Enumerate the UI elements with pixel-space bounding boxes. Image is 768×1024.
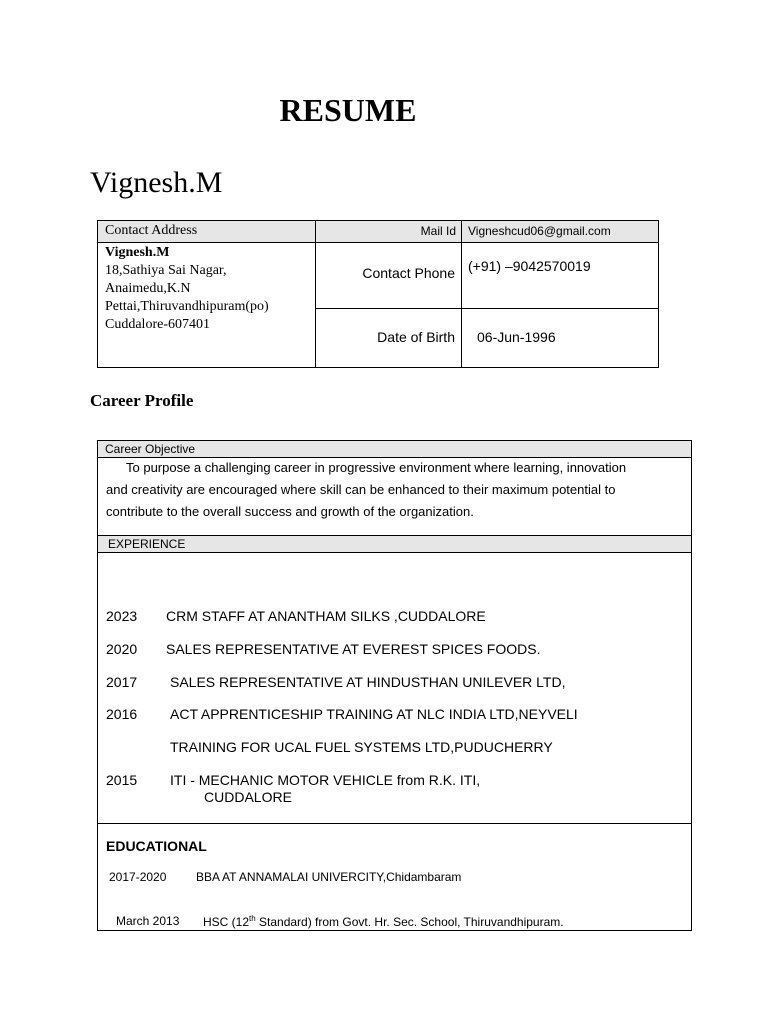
mail-id-value: Vigneshcud06@gmail.com: [468, 224, 611, 238]
candidate-name: Vignesh.M: [90, 166, 223, 199]
objective-line: To purpose a challenging career in progressive environment where learning, innovation: [126, 460, 627, 475]
dob-label: Date of Birth: [377, 329, 455, 345]
address-line: 18,Sathiya Sai Nagar,: [105, 263, 227, 278]
contact-phone-label: Contact Phone: [362, 265, 455, 281]
objective-line: contribute to the overall success and growth of the organization.: [106, 504, 474, 519]
experience-text: SALES REPRESENTATIVE AT EVEREST SPICES FOODS.: [166, 641, 541, 657]
education-year: March 2013: [116, 914, 180, 928]
experience-year: 2016: [106, 706, 138, 722]
experience-year: 2017: [106, 674, 138, 690]
address-line: Cuddalore-607401: [105, 317, 210, 332]
experience-bar: [98, 535, 691, 553]
education-item: [109, 870, 462, 884]
experience-year: 2015: [106, 772, 138, 788]
education-year: 2017-2020: [109, 870, 167, 884]
contact-address-label: Contact Address: [105, 223, 198, 238]
address-name: Vignesh.M: [105, 245, 170, 260]
objective-line: and creativity are encouraged where skill can be enhanced to their maximum potential to: [106, 482, 616, 497]
education-text: BBA AT ANNAMALAI UNIVERCITY,Chidambaram: [196, 870, 462, 884]
career-objective-label: Career Objective: [105, 442, 196, 456]
address-block: [105, 244, 269, 334]
experience-text: ACT APPRENTICESHIP TRAINING AT NLC INDIA LTD,NEYVELI: [170, 706, 578, 722]
career-profile-box: [97, 440, 692, 931]
experience-label: EXPERIENCE: [108, 537, 186, 551]
experience-text: ITI - MECHANIC MOTOR VEHICLE from R.K. ITI,: [170, 772, 481, 788]
experience-text: TRAINING FOR UCAL FUEL SYSTEMS LTD,PUDUCHERRY: [170, 739, 553, 755]
educational-heading: EDUCATIONAL: [106, 838, 207, 854]
education-item: [116, 914, 564, 929]
experience-text: CRM STAFF AT ANANTHAM SILKS ,CUDDALORE: [166, 608, 486, 624]
experience-year: 2023: [106, 608, 138, 624]
experience-text-cont: CUDDALORE: [204, 789, 292, 805]
resume-title: RESUME: [279, 92, 417, 128]
contact-phone-value: (+91) –9042570019: [468, 258, 591, 274]
address-line: Anaimedu,K.N: [105, 281, 191, 296]
career-objective-bar: [98, 441, 691, 458]
mail-id-label: Mail Id: [420, 224, 456, 238]
experience-text: SALES REPRESENTATIVE AT HINDUSTHAN UNILEVER LTD,: [170, 674, 566, 690]
experience-year: 2020: [106, 641, 138, 657]
career-profile-heading: Career Profile: [90, 391, 194, 410]
address-line: Pettai,Thiruvandhipuram(po): [105, 299, 269, 314]
dob-value: 06-Jun-1996: [477, 329, 556, 345]
education-text: HSC (12th Standard) from Govt. Hr. Sec. School, Thiruvandhipuram.: [203, 914, 564, 929]
contact-table: [97, 220, 659, 368]
